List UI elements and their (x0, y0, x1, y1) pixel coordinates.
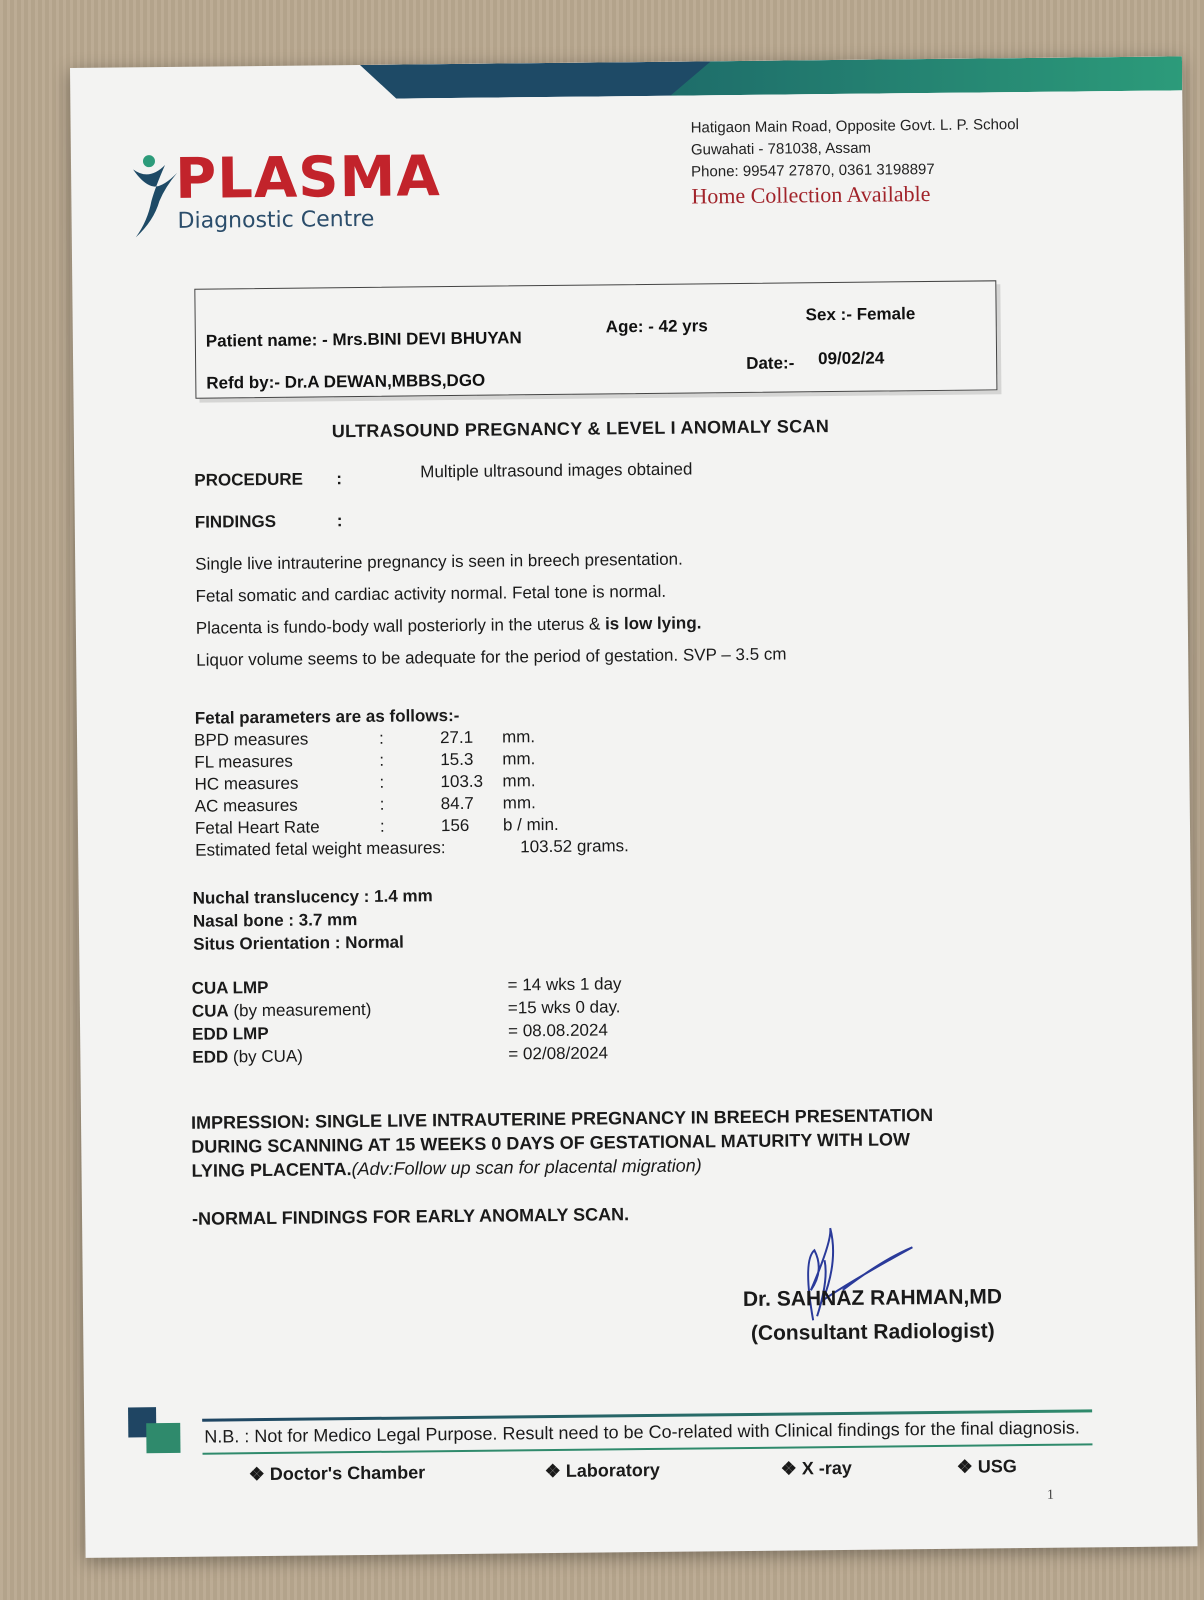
param-value: 84.7 (440, 793, 474, 814)
normal-findings-note: -NORMAL FINDINGS FOR EARLY ANOMALY SCAN. (191, 1204, 630, 1229)
fetal-params-heading: Fetal parameters are as follows:- (194, 705, 460, 728)
patient-name: Patient name: - Mrs.BINI DEVI BHUYAN (205, 328, 522, 351)
param-value: 27.1 (439, 727, 474, 748)
edd-lmp-label: EDD LMP (192, 1023, 269, 1044)
findings-label: FINDINGS (194, 511, 277, 532)
cua-lmp-row (191, 974, 622, 999)
procedure-value: Multiple ultrasound images obtained (420, 459, 693, 482)
finding-3-text: Placenta is fundo-body wall posteriorly in the uterus & (195, 614, 606, 638)
report-date: 09/02/24 (817, 348, 885, 369)
doctor-designation: (Consultant Radiologist) (750, 1319, 995, 1345)
nuchal-translucency: Nuchal translucency : 1.4 mm (192, 886, 433, 908)
header-band-blue (360, 61, 720, 99)
human-figure-icon (129, 151, 182, 242)
impression-line-2: DURING SCANNING AT 15 WEEKS 0 DAYS OF GESTATIONAL MATURITY WITH LOW (191, 1129, 911, 1157)
findings-colon: : (336, 511, 343, 531)
brand-subtitle: Diagnostic Centre (177, 206, 375, 234)
finding-1: Single live intrauterine pregnancy is seen in breech presentation. (195, 549, 683, 574)
param-label: AC measures (194, 795, 298, 816)
param-unit: b / min. (502, 814, 559, 835)
param-unit: mm. (502, 793, 536, 813)
patient-age: Age: - 42 yrs (605, 316, 708, 337)
param-label: Fetal Heart Rate (194, 817, 320, 838)
edd-cua-label-suffix: (by CUA) (228, 1046, 303, 1067)
doctor-name: Dr. SAHNAZ RAHMAN,MD (742, 1285, 1003, 1312)
param-colon: : (378, 728, 384, 748)
service-laboratory: ❖ Laboratory (544, 1459, 660, 1482)
report-sheet (70, 56, 1198, 1558)
impression-line-3-text: LYING PLACENTA. (191, 1159, 352, 1181)
cua-measurement-row (191, 997, 621, 1022)
param-value: 156 (440, 815, 470, 836)
phone-numbers: Phone: 99547 27870, 0361 3198897 (691, 160, 935, 181)
header-band-green (670, 56, 1182, 95)
referring-doctor: Refd by:- Dr.A DEWAN,MBBS,DGO (206, 370, 486, 393)
efw-label: Estimated fetal weight measures: (195, 838, 446, 860)
situs-orientation: Situs Orientation : Normal (193, 932, 404, 954)
procedure-colon: : (336, 469, 343, 489)
param-colon: : (379, 794, 385, 814)
page-number: 1 (1046, 1487, 1055, 1503)
cua-lmp-value: = 14 wks 1 day (507, 974, 622, 995)
edd-cua-row (192, 1043, 609, 1068)
param-unit: mm. (502, 749, 536, 769)
cua-measurement-label-suffix: (by measurement) (228, 999, 372, 1021)
report-title: ULTRASOUND PREGNANCY & LEVEL I ANOMALY SCAN (331, 416, 830, 442)
date-label: Date:- (746, 353, 795, 373)
cua-lmp-label: CUA LMP (191, 977, 269, 998)
edd-lmp-value: = 08.08.2024 (508, 1020, 608, 1041)
service-xray: ❖ X -ray (780, 1457, 852, 1479)
brand-name: PLASMA (174, 144, 441, 212)
edd-lmp-row (192, 1020, 608, 1045)
param-colon: : (379, 816, 385, 836)
service-usg: ❖ USG (956, 1456, 1017, 1477)
brand-logo (129, 144, 450, 241)
param-colon: : (379, 750, 385, 770)
cua-measurement-label: CUA (191, 1001, 229, 1021)
service-doctors-chamber: ❖ Doctor's Chamber (248, 1462, 426, 1485)
param-label: BPD measures (193, 729, 309, 750)
param-colon: : (379, 772, 385, 792)
patient-sex: Sex :- Female (805, 304, 916, 325)
finding-3 (196, 613, 702, 638)
efw-value: 103.52 grams. (520, 836, 629, 857)
clinic-address (691, 114, 1020, 207)
param-value: 15.3 (440, 749, 474, 770)
finding-3-emphasis: is low lying. (604, 613, 702, 634)
footer-disclaimer: N.B. : Not for Medico Legal Purpose. Result need to be Co-related with Clinical findings for the final diagnosis. (204, 1417, 1080, 1447)
address-line-1: Hatigaon Main Road, Opposite Govt. L. P. School (690, 116, 1019, 137)
home-collection-note: Home Collection Available (691, 180, 931, 209)
doctor-signature-block (743, 1280, 1003, 1351)
nasal-bone: Nasal bone : 3.7 mm (192, 910, 358, 931)
param-unit: mm. (502, 771, 536, 791)
param-unit: mm. (501, 727, 536, 747)
patient-info-box (194, 280, 997, 398)
edd-cua-label: EDD (192, 1047, 229, 1067)
impression-advice: (Adv:Follow up scan for placental migration) (351, 1155, 702, 1180)
procedure-label: PROCEDURE (194, 469, 304, 490)
edd-cua-value: = 02/08/2024 (508, 1043, 609, 1064)
finding-2: Fetal somatic and cardiac activity normal. Fetal tone is normal. (195, 581, 667, 606)
address-line-2: Guwahati - 781038, Assam (690, 139, 872, 159)
finding-4: Liquor volume seems to be adequate for the period of gestation. SVP – 3.5 cm (196, 644, 787, 670)
param-label: HC measures (194, 773, 299, 794)
cua-measurement-value: =15 wks 0 day. (507, 997, 621, 1018)
param-value: 103.3 (440, 771, 484, 792)
footer-square-green (146, 1423, 180, 1453)
impression-line-1: IMPRESSION: SINGLE LIVE INTRAUTERINE PREGNANCY IN BREECH PRESENTATION (190, 1105, 934, 1133)
impression (191, 1102, 1072, 1183)
param-label: FL measures (194, 751, 293, 772)
